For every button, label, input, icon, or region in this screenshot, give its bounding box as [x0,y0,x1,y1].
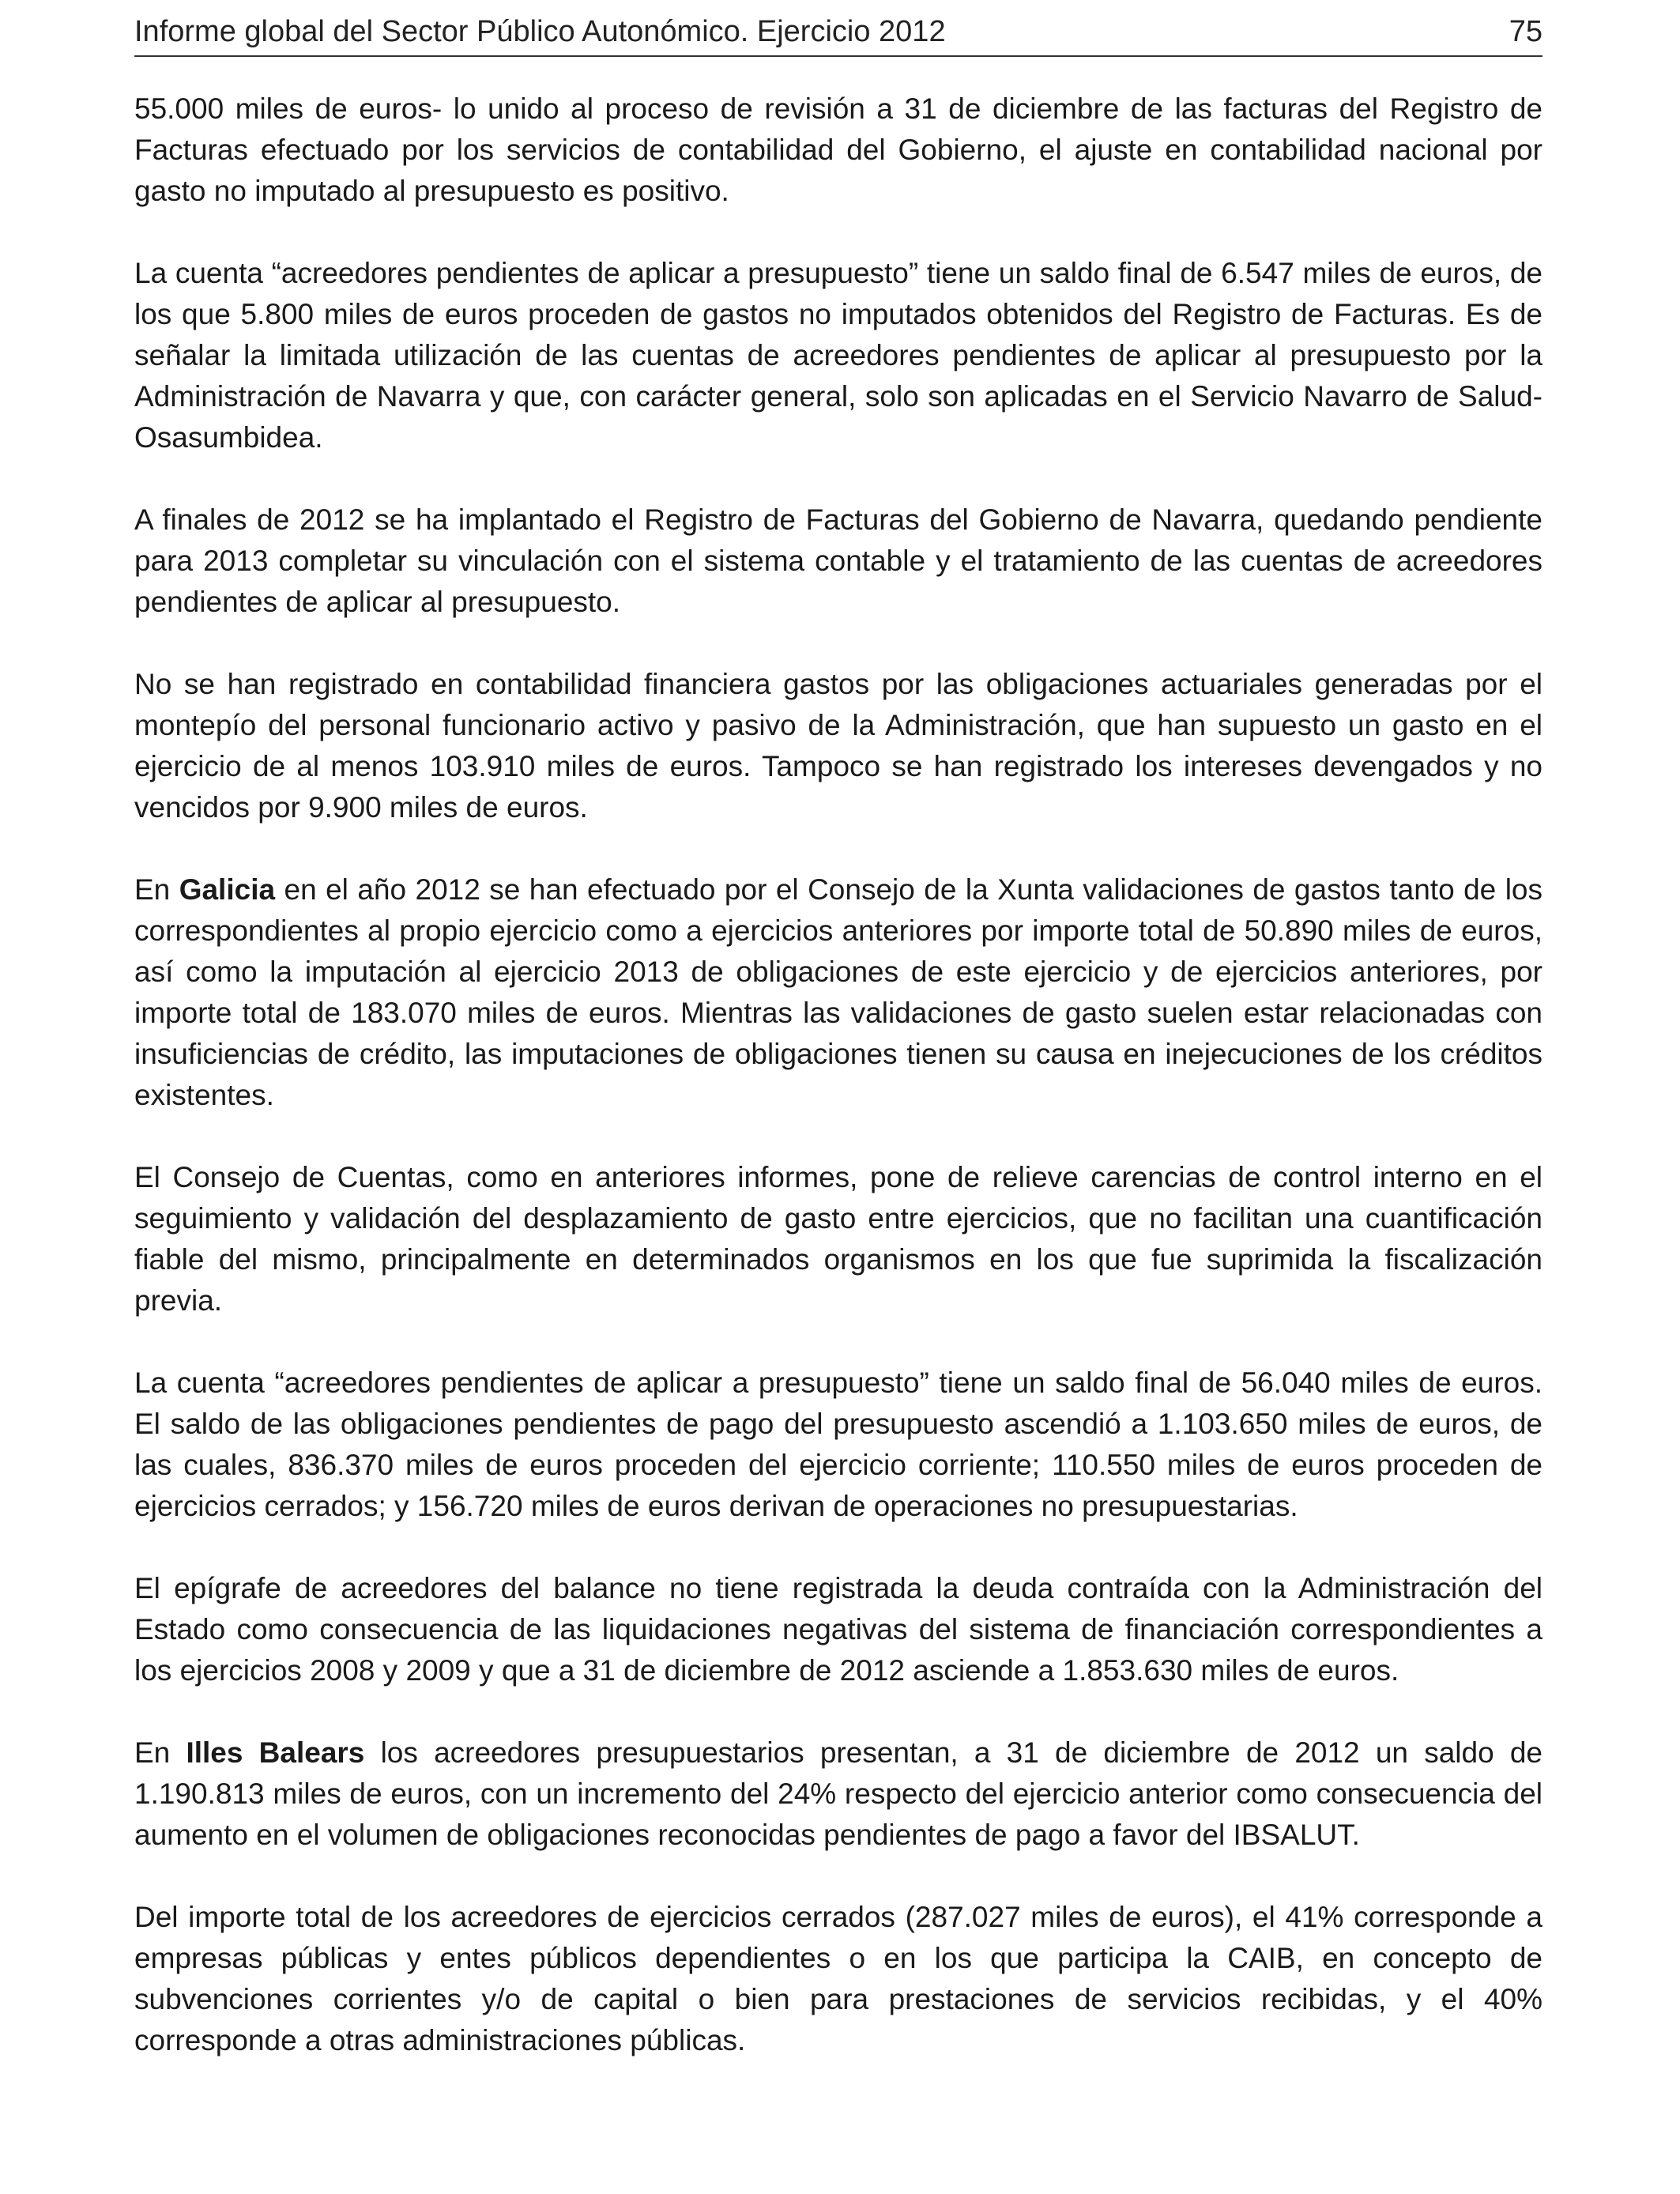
paragraph-navarra-montepio: No se han registrado en contabilidad financiera gastos por las obligaciones actuariales generadas por el montepío del personal funcionario activo y pasivo de la Administración, que han supuesto un gasto en el ejercicio de al menos 103.910 miles de euros. Tampoco se han registrado los intereses devengados y no vencidos por 9.900 miles de euros. [134,668,1543,824]
paragraph-galicia-control: El Consejo de Cuentas, como en anteriores informes, pone de relieve carencias de control interno en el seguimiento y validación del desplazamiento de gasto entre ejercicios, que no facilitan una cuantificación fiable del mismo, principalmente en determinados organismos en los que fue suprimida la fiscalización previa. [134,1161,1543,1317]
paragraph-baleares-ejercicios-cerrados: Del importe total de los acreedores de ejercicios cerrados (287.027 miles de euros), el 41% corresponde a empresas públicas y entes públicos dependientes o en los que participa la CAIB, en concepto de subvenciones corrientes y/o de capital o bien para prestaciones de servicios recibidas, y el 40% corresponde a otras administraciones públicas. [134,1901,1543,2056]
document-body [134,89,1543,2102]
region-name-galicia: Galicia [179,873,276,906]
running-title: Informe global del Sector Público Autonómico. Ejercicio 2012 [134,15,946,48]
paragraph-navarra-acreedores: La cuenta “acreedores pendientes de aplicar a presupuesto” tiene un saldo final de 6.547 miles de euros, de los que 5.800 miles de euros proceden de gastos no imputados obtenidos del Registro de Facturas. Es de señalar la limitada utilización de las cuentas de acreedores pendientes de aplicar al presupuesto por la Administración de Navarra y que, con carácter general, solo son aplicadas en el Servicio Navarro de Salud-Osasumbidea. [134,257,1543,454]
region-name-illes-balears: Illes Balears [186,1736,365,1769]
page-header [134,14,1543,57]
paragraph-navarra-registro: A finales de 2012 se ha implantado el Registro de Facturas del Gobierno de Navarra, quedando pendiente para 2013 completar su vinculación con el sistema contable y el tratamiento de las cuentas de acreedores pendientes de aplicar al presupuesto. [134,503,1543,618]
page-number: 75 [1509,15,1543,48]
paragraph-galicia-acreedores: La cuenta “acreedores pendientes de aplicar a presupuesto” tiene un saldo final de 56.040 miles de euros. El saldo de las obligaciones pendientes de pago del presupuesto ascendió a 1.103.650 miles de euros, de las cuales, 836.370 miles de euros proceden del ejercicio corriente; 110.550 miles de euros proceden de ejercicios cerrados; y 156.720 miles de euros derivan de operaciones no presupuestarias. [134,1367,1543,1522]
paragraph-baleares-acreedores: En Illes Balears los acreedores presupuestarios presentan, a 31 de diciembre de 2012 un saldo de 1.190.813 miles de euros, con un incremento del 24% respecto del ejercicio anterior como consecuencia del aumento en el volumen de obligaciones reconocidas pendientes de pago a favor del IBSALUT. [134,1736,1543,1851]
paragraph-galicia-validaciones: En Galicia en el año 2012 se han efectuado por el Consejo de la Xunta validaciones de gastos tanto de los correspondientes al propio ejercicio como a ejercicios anteriores por importe total de 50.890 miles de euros, así como la imputación al ejercicio 2013 de obligaciones de este ejercicio y de ejercicios anteriores, por importe total de 183.070 miles de euros. Mientras las validaciones de gasto suelen estar relacionadas con insuficiencias de crédito, las imputaciones de obligaciones tienen su causa en inejecuciones de los créditos existentes. [134,873,1543,1111]
paragraph-navarra-ajuste: 55.000 miles de euros- lo unido al proceso de revisión a 31 de diciembre de las facturas del Registro de Facturas efectuado por los servicios de contabilidad del Gobierno, el ajuste en contabilidad nacional por gasto no imputado al presupuesto es positivo. [134,92,1543,207]
paragraph-galicia-balance: El epígrafe de acreedores del balance no tiene registrada la deuda contraída con la Administración del Estado como consecuencia de las liquidaciones negativas del sistema de financiación correspondientes a los ejercicios 2008 y 2009 y que a 31 de diciembre de 2012 asciende a 1.853.630 miles de euros. [134,1572,1543,1687]
